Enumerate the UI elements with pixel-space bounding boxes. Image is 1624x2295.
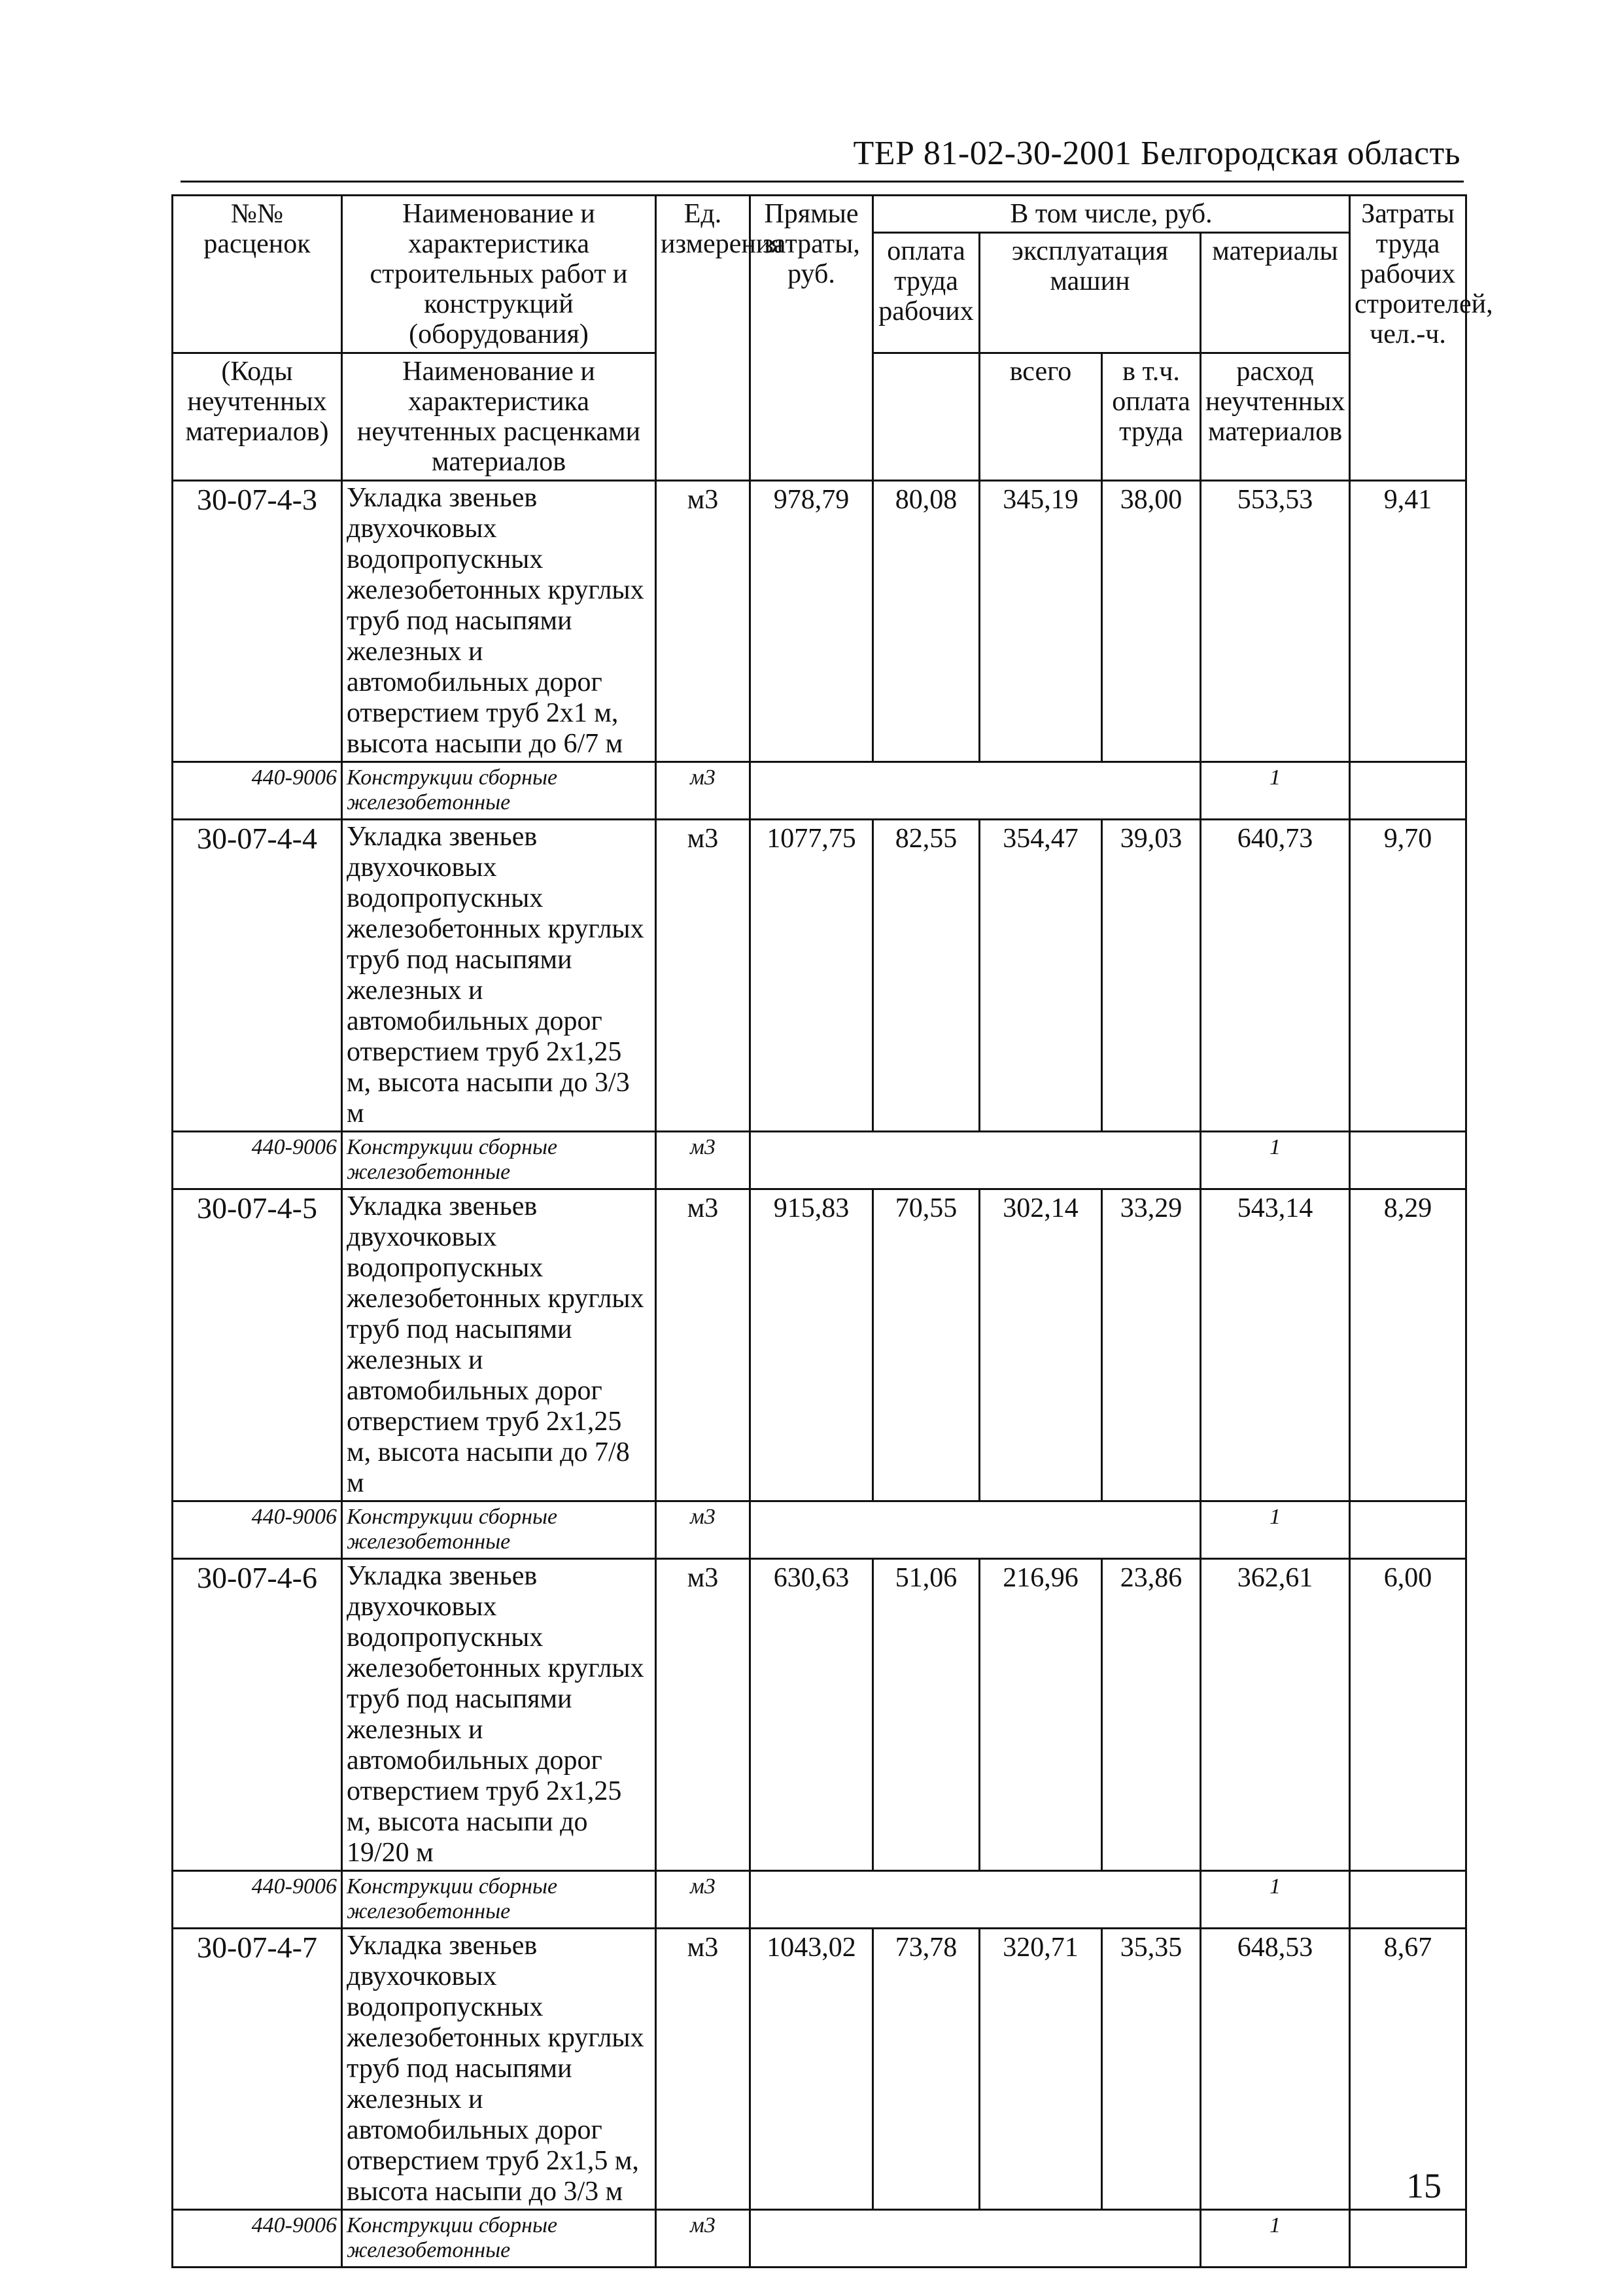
material-description: Конструкции сборные железобетонные — [342, 1501, 656, 1559]
header-unit: Ед. измерения — [656, 196, 750, 481]
material-row — [173, 2210, 1466, 2268]
material-code: 440-9006 — [173, 1132, 342, 1189]
material-unit: м3 — [656, 1501, 750, 1559]
material-blank — [750, 762, 1201, 820]
rate-description: Укладка звеньев двухочковых водопропускных железобетонных круглых труб под насыпями железных и автомобильных дорог отверстием труб 2х1,5 м, высота насыпи до 3/3 м — [342, 1929, 656, 2210]
material-quantity: 1 — [1201, 1871, 1350, 1929]
header-material-name: Наименование и характеристика неучтенных расценками материалов — [342, 353, 656, 481]
rate-code: 30-07-4-4 — [173, 820, 342, 1132]
rate-unit: м3 — [656, 1189, 750, 1501]
rate-wage: 70,55 — [873, 1189, 980, 1501]
rate-labor: 9,41 — [1350, 481, 1466, 762]
material-quantity: 1 — [1201, 1501, 1350, 1559]
page-number: 15 — [1406, 2166, 1442, 2205]
rate-machines-wage: 35,35 — [1102, 1929, 1201, 2210]
rate-code: 30-07-4-3 — [173, 481, 342, 762]
rate-materials: 553,53 — [1201, 481, 1350, 762]
material-unit: м3 — [656, 762, 750, 820]
header-code: №№ расценок — [173, 196, 342, 353]
rate-wage: 73,78 — [873, 1929, 980, 2210]
rate-wage: 51,06 — [873, 1559, 980, 1871]
rate-row — [173, 481, 1466, 762]
rate-direct-costs: 978,79 — [750, 481, 873, 762]
header-machines: эксплуатация машин — [980, 233, 1201, 353]
header-material-code: (Коды неучтенных материалов) — [173, 353, 342, 481]
material-blank — [750, 1501, 1201, 1559]
rate-unit: м3 — [656, 481, 750, 762]
rate-code: 30-07-4-7 — [173, 1929, 342, 2210]
material-code: 440-9006 — [173, 2210, 342, 2268]
header-wage: оплата труда рабочих — [873, 233, 980, 353]
rate-direct-costs: 915,83 — [750, 1189, 873, 1501]
rate-unit: м3 — [656, 820, 750, 1132]
rate-description: Укладка звеньев двухочковых водопропускных железобетонных круглых труб под насыпями железных и автомобильных дорог отверстием труб 2х1,25 м, высота насыпи до 7/8 м — [342, 1189, 656, 1501]
rate-row — [173, 820, 1466, 1132]
rate-direct-costs: 1043,02 — [750, 1929, 873, 2210]
rate-code: 30-07-4-5 — [173, 1189, 342, 1501]
rate-labor: 6,00 — [1350, 1559, 1466, 1871]
rate-description: Укладка звеньев двухочковых водопропускных железобетонных круглых труб под насыпями железных и автомобильных дорог отверстием труб 2х1,25 м, высота насыпи до 3/3 м — [342, 820, 656, 1132]
running-header: ТЕР 81-02-30-2001 Белгородская область — [853, 135, 1460, 172]
rate-description: Укладка звеньев двухочковых водопропускных железобетонных круглых труб под насыпями железных и автомобильных дорог отверстием труб 2х1,25 м, высота насыпи до 19/20 м — [342, 1559, 656, 1871]
material-blank — [750, 2210, 1201, 2268]
rate-machines-total: 320,71 — [980, 1929, 1102, 2210]
rate-machines-wage: 38,00 — [1102, 481, 1201, 762]
material-description: Конструкции сборные железобетонные — [342, 1871, 656, 1929]
rate-wage: 82,55 — [873, 820, 980, 1132]
rate-unit: м3 — [656, 1559, 750, 1871]
header-including: В том числе, руб. — [873, 196, 1350, 233]
material-blank — [750, 1132, 1201, 1189]
rate-machines-wage: 33,29 — [1102, 1189, 1201, 1501]
material-row — [173, 1501, 1466, 1559]
material-code: 440-9006 — [173, 1871, 342, 1929]
rate-materials: 362,61 — [1201, 1559, 1350, 1871]
header-name: Наименование и характеристика строительных работ и конструкций (оборудования) — [342, 196, 656, 353]
rate-row — [173, 1189, 1466, 1501]
material-labor-blank — [1350, 762, 1466, 820]
rate-row — [173, 1559, 1466, 1871]
rate-machines-total: 354,47 — [980, 820, 1102, 1132]
rate-materials: 543,14 — [1201, 1189, 1350, 1501]
rate-labor: 8,29 — [1350, 1189, 1466, 1501]
header-machines-wage: в т.ч. оплата труда — [1102, 353, 1201, 481]
material-quantity: 1 — [1201, 2210, 1350, 2268]
rate-wage: 80,08 — [873, 481, 980, 762]
material-row — [173, 762, 1466, 820]
rate-machines-wage: 23,86 — [1102, 1559, 1201, 1871]
material-labor-blank — [1350, 1501, 1466, 1559]
header-wage-continued — [873, 353, 980, 481]
header-direct-costs: Прямые затраты, руб. — [750, 196, 873, 481]
rate-materials: 640,73 — [1201, 820, 1350, 1132]
rate-direct-costs: 630,63 — [750, 1559, 873, 1871]
material-code: 440-9006 — [173, 1501, 342, 1559]
rate-labor: 9,70 — [1350, 820, 1466, 1132]
material-labor-blank — [1350, 1871, 1466, 1929]
material-description: Конструкции сборные железобетонные — [342, 762, 656, 820]
material-unit: м3 — [656, 2210, 750, 2268]
rate-materials: 648,53 — [1201, 1929, 1350, 2210]
rate-unit: м3 — [656, 1929, 750, 2210]
rate-machines-total: 345,19 — [980, 481, 1102, 762]
material-row — [173, 1132, 1466, 1189]
rate-description: Укладка звеньев двухочковых водопропускных железобетонных круглых труб под насыпями железных и автомобильных дорог отверстием труб 2х1 м, высота насыпи до 6/7 м — [342, 481, 656, 762]
material-row — [173, 1871, 1466, 1929]
rate-labor: 8,67 — [1350, 1929, 1466, 2210]
material-description: Конструкции сборные железобетонные — [342, 1132, 656, 1189]
material-unit: м3 — [656, 1132, 750, 1189]
header-materials-unaccounted: расход неучтенных материалов — [1201, 353, 1350, 481]
rate-machines-total: 216,96 — [980, 1559, 1102, 1871]
rates-table — [171, 194, 1493, 2268]
rate-code: 30-07-4-6 — [173, 1559, 342, 1871]
rate-direct-costs: 1077,75 — [750, 820, 873, 1132]
header-rule — [181, 181, 1464, 183]
header-materials: материалы — [1201, 233, 1350, 353]
material-code: 440-9006 — [173, 762, 342, 820]
material-quantity: 1 — [1201, 1132, 1350, 1189]
rate-machines-wage: 39,03 — [1102, 820, 1201, 1132]
material-labor-blank — [1350, 1132, 1466, 1189]
header-machines-total: всего — [980, 353, 1102, 481]
rate-machines-total: 302,14 — [980, 1189, 1102, 1501]
material-description: Конструкции сборные железобетонные — [342, 2210, 656, 2268]
material-blank — [750, 1871, 1201, 1929]
material-unit: м3 — [656, 1871, 750, 1929]
material-labor-blank — [1350, 2210, 1466, 2268]
material-quantity: 1 — [1201, 762, 1350, 820]
rate-row — [173, 1929, 1466, 2210]
header-labor-costs: Затраты труда рабочих строителей, чел.-ч. — [1350, 196, 1466, 481]
